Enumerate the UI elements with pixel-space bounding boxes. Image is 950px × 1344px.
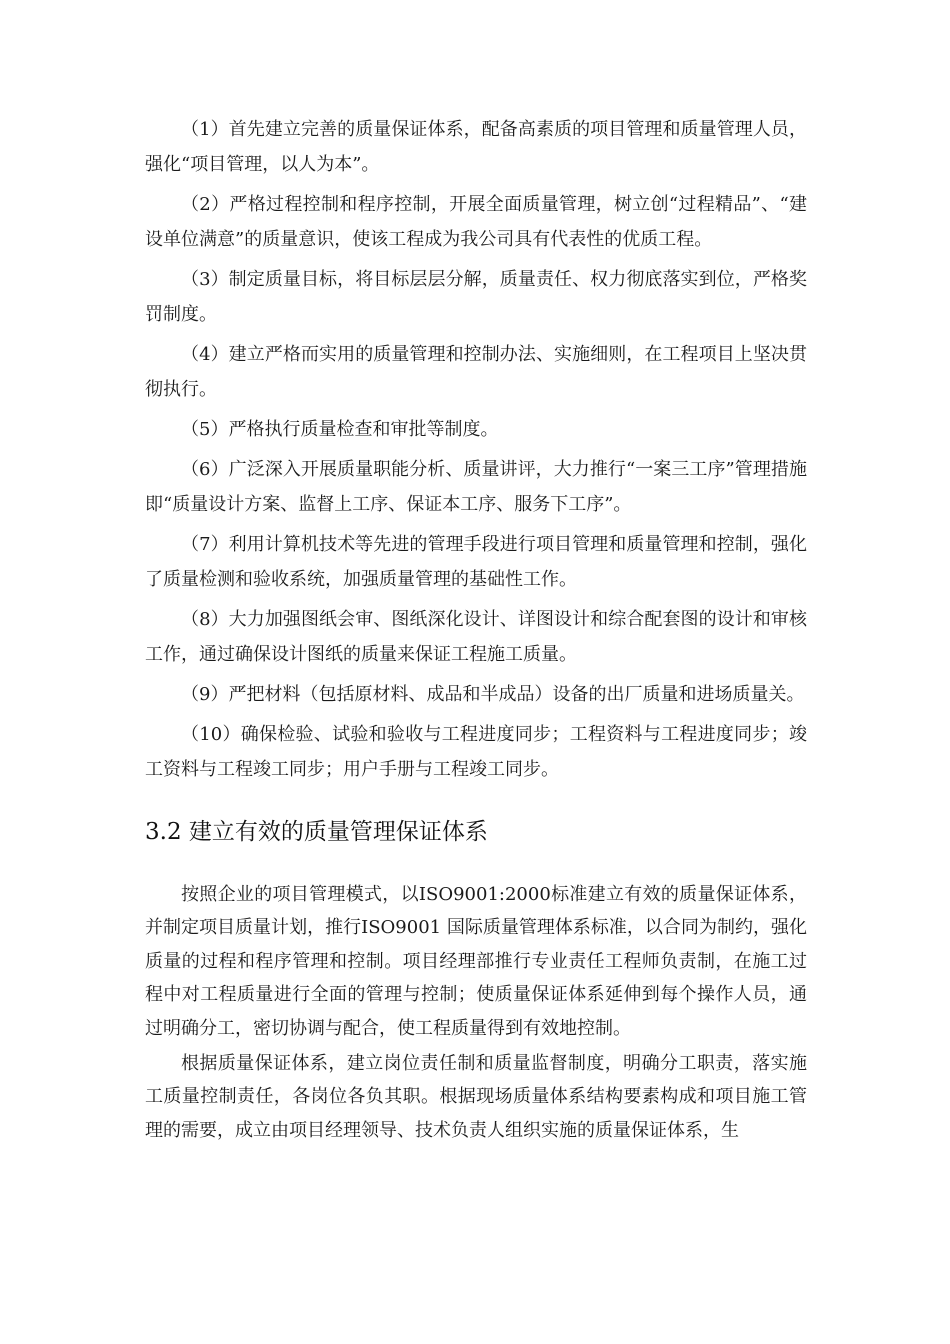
section-paragraph-2: 根据质量保证体系，建立岗位责任制和质量监督制度，明确分工职责，落实施工质量控制责任，各岗位各负其职。根据现场质量体系结构要素构成和项目施工管理的需要，成立由项目经理领导、技术负责人组织实施的质量保证体系，生 <box>145 1053 807 1141</box>
measure-item-4: （4）建立严格而实用的质量管理和控制办法、实施细则，在工程项目上坚决贯彻执行。 <box>145 344 807 400</box>
measure-item-2: （2）严格过程控制和程序控制，开展全面质量管理，树立创“过程精品”、“建设单位满意”的质量意识，使该工程成为我公司具有代表性的优质工程。 <box>145 194 807 250</box>
measure-item-1: （1）首先建立完善的质量保证体系，配备高素质的项目管理和质量管理人员，强化“项目管理，以人为本”。 <box>145 119 807 175</box>
section-paragraph-1: 按照企业的项目管理模式，以ISO9001:2000标准建立有效的质量保证体系，并制定项目质量计划，推行ISO9001 国际质量管理体系标准，以合同为制约，强化质量的过程和程序管理和控制。项目经理部推行专业责任工程师负责制，在施工过程中对工程质量进行全面的管理与控制；使质量保证体系延伸到每个操作人员，通过明确分工，密切协调与配合，使工程质量得到有效地控制。 <box>145 884 807 1039</box>
measure-item-6: （6）广泛深入开展质量职能分析、质量讲评，大力推行“一案三工序”管理措施即“质量设计方案、监督上工序、保证本工序、服务下工序”。 <box>145 459 807 515</box>
measure-item-3: （3）制定质量目标，将目标层层分解，质量责任、权力彻底落实到位，严格奖罚制度。 <box>145 269 807 325</box>
section-heading: 3.2 建立有效的质量管理保证体系 <box>145 819 488 845</box>
document-body <box>145 112 807 1149</box>
measure-item-10: （10）确保检验、试验和验收与工程进度同步；工程资料与工程进度同步；竣工资料与工程竣工同步；用户手册与工程竣工同步。 <box>145 724 807 780</box>
measure-item-7: （7）利用计算机技术等先进的管理手段进行项目管理和质量管理和控制，强化了质量检测和验收系统，加强质量管理的基础性工作。 <box>145 534 807 590</box>
measure-item-8: （8）大力加强图纸会审、图纸深化设计、详图设计和综合配套图的设计和审核工作，通过确保设计图纸的质量来保证工程施工质量。 <box>145 609 807 665</box>
measure-item-9: （9）严把材料（包括原材料、成品和半成品）设备的出厂质量和进场质量关。 <box>181 684 805 705</box>
measure-item-5: （5）严格执行质量检查和审批等制度。 <box>181 419 499 440</box>
